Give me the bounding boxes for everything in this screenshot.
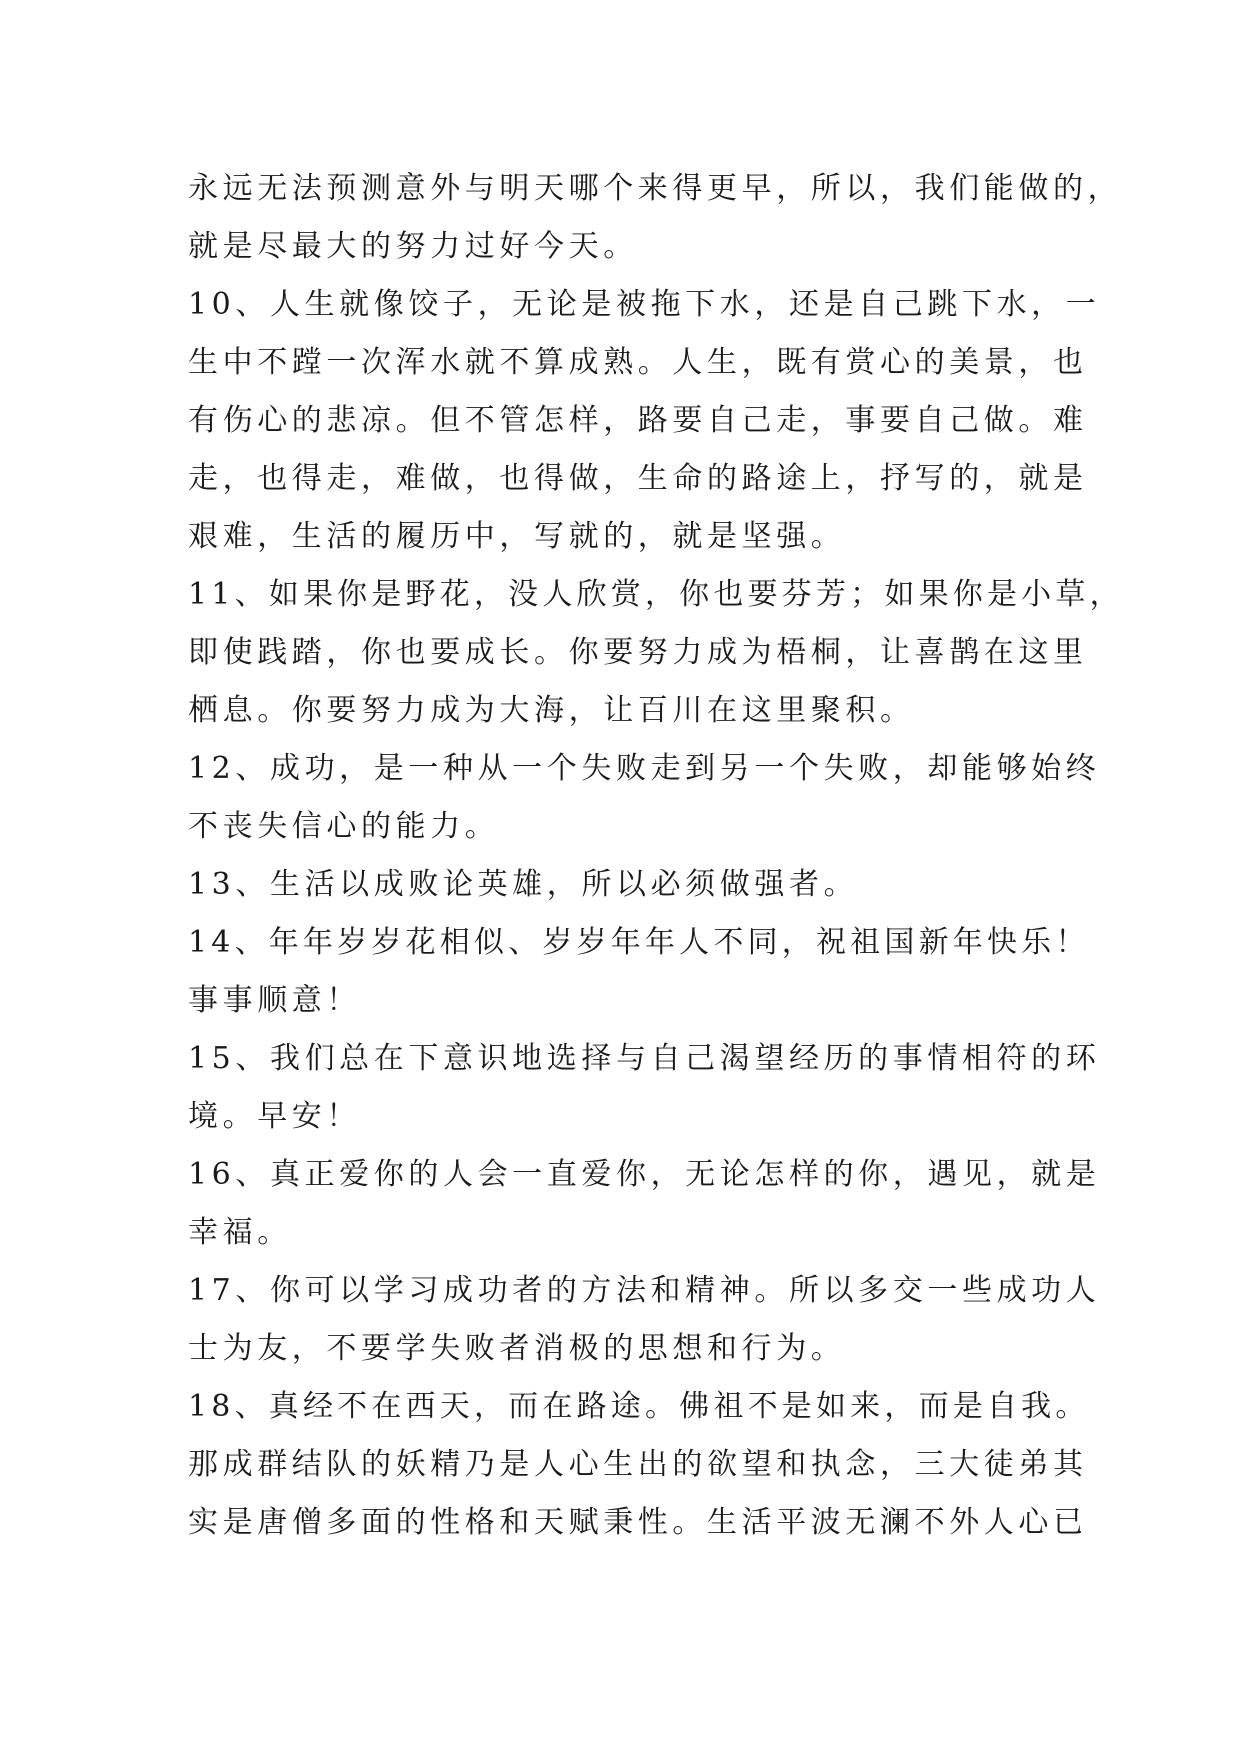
text-line: 17、你可以学习成功者的方法和精神。所以多交一些成功人 xyxy=(188,1273,1101,1308)
text-line: 即使践踏，你也要成长。你要努力成为梧桐，让喜鹊在这里 xyxy=(188,635,1088,670)
text-line: 15、我们总在下意识地选择与自己渴望经历的事情相符的环 xyxy=(188,1041,1101,1076)
text-line: 12、成功，是一种从一个失败走到另一个失败，却能够始终 xyxy=(188,751,1101,786)
text-line: 生中不蹚一次浑水就不算成熟。人生，既有赏心的美景，也 xyxy=(188,345,1088,380)
text-line: 有伤心的悲凉。但不管怎样，路要自己走，事要自己做。难 xyxy=(188,403,1088,438)
text-line: 事事顺意！ xyxy=(188,983,361,1018)
text-line: 艰难，生活的履历中，写就的，就是坚强。 xyxy=(188,519,846,554)
text-line: 10、人生就像饺子，无论是被拖下水，还是自己跳下水，一 xyxy=(188,287,1101,322)
text-line: 18、真经不在西天，而在路途。佛祖不是如来，而是自我。 xyxy=(188,1389,1090,1424)
text-line: 实是唐僧多面的性格和天赋秉性。生活平波无澜不外人心已 xyxy=(188,1505,1088,1540)
text-line: 士为友，不要学失败者消极的思想和行为。 xyxy=(188,1331,846,1366)
text-line: 13、生活以成败论英雄，所以必须做强者。 xyxy=(188,867,859,902)
text-line: 就是尽最大的努力过好今天。 xyxy=(188,229,638,264)
text-line: 走，也得走，难做，也得做，生命的路途上，抒写的，就是 xyxy=(188,461,1088,496)
text-line: 不丧失信心的能力。 xyxy=(188,809,500,844)
text-line: 栖息。你要努力成为大海，让百川在这里聚积。 xyxy=(188,693,915,728)
text-line: 境。早安！ xyxy=(188,1099,361,1134)
text-line: 14、年年岁岁花相似、岁岁年年人不同，祝祖国新年快乐！ xyxy=(188,925,1090,960)
text-line: 幸福。 xyxy=(188,1215,292,1250)
body-text xyxy=(188,160,1124,1552)
text-line: 那成群结队的妖精乃是人心生出的欲望和执念，三大徒弟其 xyxy=(188,1447,1088,1482)
text-line: 11、如果你是野花，没人欣赏，你也要芬芳；如果你是小草， xyxy=(188,577,1124,612)
text-line: 16、真正爱你的人会一直爱你，无论怎样的你，遇见，就是 xyxy=(188,1157,1101,1192)
text-line: 永远无法预测意外与明天哪个来得更早，所以，我们能做的， xyxy=(188,171,1123,206)
